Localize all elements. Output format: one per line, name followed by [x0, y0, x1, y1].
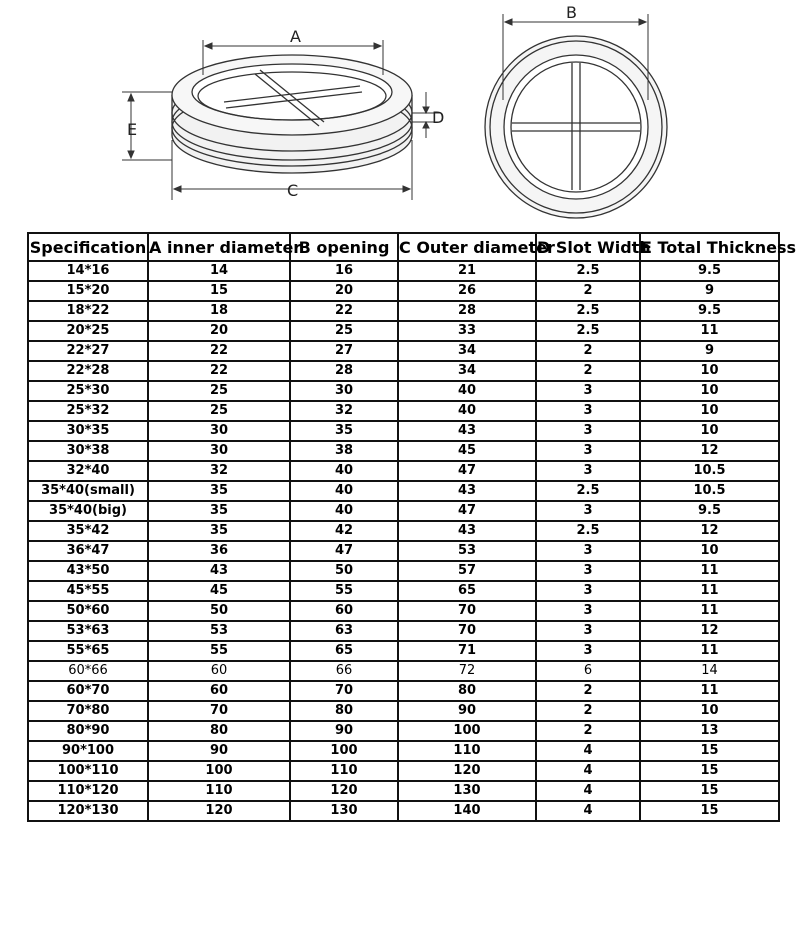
header-d-slot-width: D Slot Width — [536, 233, 640, 261]
table-cell: 72 — [398, 661, 536, 681]
table-cell: 35 — [148, 481, 290, 501]
table-cell: 120 — [148, 801, 290, 821]
table-cell: 70*80 — [28, 701, 148, 721]
table-row — [28, 801, 779, 821]
table-row — [28, 261, 779, 281]
table-cell: 3 — [536, 581, 640, 601]
table-cell: 120 — [290, 781, 398, 801]
table-cell: 40 — [290, 481, 398, 501]
table-cell: 2.5 — [536, 321, 640, 341]
table-cell: 110*120 — [28, 781, 148, 801]
table-cell: 60 — [148, 661, 290, 681]
table-cell: 43 — [398, 421, 536, 441]
label-c: C — [287, 181, 299, 200]
table-cell: 25 — [148, 381, 290, 401]
table-cell: 22 — [290, 301, 398, 321]
table-cell: 22*27 — [28, 341, 148, 361]
table-cell: 35 — [148, 521, 290, 541]
table-cell: 11 — [640, 601, 779, 621]
table-cell: 3 — [536, 541, 640, 561]
table-cell: 22 — [148, 341, 290, 361]
table-cell: 43*50 — [28, 561, 148, 581]
table-cell: 100 — [290, 741, 398, 761]
table-cell: 12 — [640, 441, 779, 461]
table-cell: 2 — [536, 361, 640, 381]
table-cell: 60 — [290, 601, 398, 621]
table-cell: 10 — [640, 381, 779, 401]
header-a-inner-diameter: A inner diameter — [148, 233, 290, 261]
table-cell: 50*60 — [28, 601, 148, 621]
table-cell: 11 — [640, 581, 779, 601]
table-row — [28, 481, 779, 501]
table-cell: 70 — [398, 601, 536, 621]
table-row — [28, 681, 779, 701]
table-cell: 9.5 — [640, 261, 779, 281]
table-row — [28, 621, 779, 641]
table-row — [28, 421, 779, 441]
table-cell: 13 — [640, 721, 779, 741]
table-cell: 30*38 — [28, 441, 148, 461]
table-cell: 3 — [536, 641, 640, 661]
table-cell: 35 — [148, 501, 290, 521]
table-cell: 53 — [398, 541, 536, 561]
table-cell: 70 — [290, 681, 398, 701]
table-row — [28, 341, 779, 361]
table-cell: 120*130 — [28, 801, 148, 821]
table-cell: 45 — [398, 441, 536, 461]
table-cell: 34 — [398, 361, 536, 381]
table-cell: 10 — [640, 361, 779, 381]
table-row — [28, 461, 779, 481]
table-cell: 140 — [398, 801, 536, 821]
table-cell: 10 — [640, 701, 779, 721]
table-cell: 130 — [398, 781, 536, 801]
table-cell: 60*66 — [28, 661, 148, 681]
table-cell: 10 — [640, 401, 779, 421]
table-cell: 55 — [290, 581, 398, 601]
table-cell: 11 — [640, 641, 779, 661]
table-cell: 9 — [640, 341, 779, 361]
table-cell: 110 — [148, 781, 290, 801]
table-cell: 32 — [148, 461, 290, 481]
table-row — [28, 541, 779, 561]
label-d: D — [432, 108, 445, 127]
table-cell: 34 — [398, 341, 536, 361]
table-cell: 6 — [536, 661, 640, 681]
table-cell: 35*40(small) — [28, 481, 148, 501]
table-cell: 90 — [290, 721, 398, 741]
table-cell: 20*25 — [28, 321, 148, 341]
table-row — [28, 761, 779, 781]
table-cell: 25 — [290, 321, 398, 341]
table-cell: 9.5 — [640, 301, 779, 321]
header-c-outer-diameter: C Outer diameter — [398, 233, 536, 261]
table-cell: 110 — [290, 761, 398, 781]
table-cell: 11 — [640, 321, 779, 341]
table-cell: 42 — [290, 521, 398, 541]
table-cell: 65 — [398, 581, 536, 601]
table-cell: 35*42 — [28, 521, 148, 541]
table-cell: 9.5 — [640, 501, 779, 521]
label-b: B — [566, 3, 577, 22]
table-cell: 4 — [536, 761, 640, 781]
table-cell: 18 — [148, 301, 290, 321]
table-cell: 11 — [640, 561, 779, 581]
table-cell: 32*40 — [28, 461, 148, 481]
table-cell: 53*63 — [28, 621, 148, 641]
table-row — [28, 321, 779, 341]
table-cell: 3 — [536, 441, 640, 461]
table-row — [28, 301, 779, 321]
table-cell: 32 — [290, 401, 398, 421]
table-cell: 3 — [536, 561, 640, 581]
header-specification: Specification — [28, 233, 148, 261]
table-cell: 22*28 — [28, 361, 148, 381]
table-cell: 55*65 — [28, 641, 148, 661]
table-cell: 30*35 — [28, 421, 148, 441]
table-cell: 70 — [148, 701, 290, 721]
table-cell: 12 — [640, 621, 779, 641]
table-header-row — [28, 233, 779, 261]
table-cell: 35 — [290, 421, 398, 441]
table-cell: 2 — [536, 341, 640, 361]
table-cell: 10 — [640, 541, 779, 561]
grommet-top-view — [485, 36, 667, 218]
table-cell: 15 — [148, 281, 290, 301]
table-row — [28, 521, 779, 541]
table-cell: 4 — [536, 801, 640, 821]
table-cell: 28 — [398, 301, 536, 321]
table-cell: 10.5 — [640, 481, 779, 501]
table-cell: 130 — [290, 801, 398, 821]
table-cell: 30 — [148, 441, 290, 461]
table-cell: 38 — [290, 441, 398, 461]
table-cell: 43 — [398, 521, 536, 541]
table-cell: 28 — [290, 361, 398, 381]
table-cell: 15 — [640, 801, 779, 821]
table-cell: 14*16 — [28, 261, 148, 281]
table-cell: 10 — [640, 421, 779, 441]
table-cell: 2 — [536, 681, 640, 701]
table-cell: 10.5 — [640, 461, 779, 481]
table-row — [28, 281, 779, 301]
table-cell: 63 — [290, 621, 398, 641]
table-cell: 80*90 — [28, 721, 148, 741]
table-cell: 45 — [148, 581, 290, 601]
table-cell: 2.5 — [536, 481, 640, 501]
table-cell: 11 — [640, 681, 779, 701]
table-row — [28, 721, 779, 741]
table-cell: 90*100 — [28, 741, 148, 761]
table-row — [28, 581, 779, 601]
table-row — [28, 361, 779, 381]
table-cell: 21 — [398, 261, 536, 281]
table-cell: 40 — [398, 381, 536, 401]
table-cell: 25*32 — [28, 401, 148, 421]
table-cell: 3 — [536, 501, 640, 521]
table-cell: 14 — [148, 261, 290, 281]
table-cell: 80 — [398, 681, 536, 701]
table-cell: 47 — [398, 461, 536, 481]
table-cell: 15*20 — [28, 281, 148, 301]
table-cell: 57 — [398, 561, 536, 581]
table-cell: 90 — [398, 701, 536, 721]
table-cell: 55 — [148, 641, 290, 661]
table-row — [28, 601, 779, 621]
table-cell: 25 — [148, 401, 290, 421]
table-cell: 2.5 — [536, 261, 640, 281]
table-cell: 35*40(big) — [28, 501, 148, 521]
table-cell: 15 — [640, 761, 779, 781]
table-cell: 80 — [148, 721, 290, 741]
table-cell: 12 — [640, 521, 779, 541]
table-cell: 66 — [290, 661, 398, 681]
label-a: A — [290, 27, 301, 46]
table-cell: 43 — [148, 561, 290, 581]
table-row — [28, 641, 779, 661]
table-cell: 22 — [148, 361, 290, 381]
table-cell: 16 — [290, 261, 398, 281]
table-cell: 50 — [148, 601, 290, 621]
table-cell: 120 — [398, 761, 536, 781]
table-cell: 2 — [536, 281, 640, 301]
table-cell: 4 — [536, 781, 640, 801]
table-cell: 20 — [290, 281, 398, 301]
table-cell: 43 — [398, 481, 536, 501]
table-row — [28, 561, 779, 581]
table-cell: 3 — [536, 621, 640, 641]
table-cell: 4 — [536, 741, 640, 761]
table-cell: 26 — [398, 281, 536, 301]
table-cell: 71 — [398, 641, 536, 661]
table-cell: 33 — [398, 321, 536, 341]
table-body — [28, 261, 779, 821]
table-cell: 60*70 — [28, 681, 148, 701]
table-cell: 3 — [536, 601, 640, 621]
table-cell: 25*30 — [28, 381, 148, 401]
table-row — [28, 381, 779, 401]
table-cell: 90 — [148, 741, 290, 761]
table-cell: 110 — [398, 741, 536, 761]
table-cell: 45*55 — [28, 581, 148, 601]
table-cell: 53 — [148, 621, 290, 641]
table-cell: 70 — [398, 621, 536, 641]
table-cell: 47 — [290, 541, 398, 561]
table-cell: 40 — [290, 501, 398, 521]
table-cell: 15 — [640, 741, 779, 761]
table-cell: 20 — [148, 321, 290, 341]
table-cell: 36*47 — [28, 541, 148, 561]
table-cell: 9 — [640, 281, 779, 301]
header-b-opening: B opening — [290, 233, 398, 261]
table-cell: 100 — [148, 761, 290, 781]
table-cell: 3 — [536, 421, 640, 441]
table-cell: 2.5 — [536, 521, 640, 541]
table-cell: 100*110 — [28, 761, 148, 781]
grommet-dimension-diagram — [0, 0, 800, 225]
table-cell: 18*22 — [28, 301, 148, 321]
table-cell: 65 — [290, 641, 398, 661]
table-cell: 2 — [536, 721, 640, 741]
table-row — [28, 741, 779, 761]
table-cell: 40 — [290, 461, 398, 481]
table-cell: 15 — [640, 781, 779, 801]
table-cell: 30 — [148, 421, 290, 441]
table-row — [28, 781, 779, 801]
table-cell: 27 — [290, 341, 398, 361]
table-row — [28, 661, 779, 681]
table-cell: 40 — [398, 401, 536, 421]
table-cell: 50 — [290, 561, 398, 581]
header-e-total-thickness: E Total Thickness — [640, 233, 779, 261]
table-cell: 3 — [536, 381, 640, 401]
table-cell: 2 — [536, 701, 640, 721]
table-cell: 100 — [398, 721, 536, 741]
label-e: E — [127, 120, 138, 139]
table-cell: 2.5 — [536, 301, 640, 321]
table-row — [28, 441, 779, 461]
table-cell: 14 — [640, 661, 779, 681]
table-cell: 60 — [148, 681, 290, 701]
table-row — [28, 701, 779, 721]
table-cell: 30 — [290, 381, 398, 401]
specification-table — [27, 232, 796, 822]
table-cell: 3 — [536, 461, 640, 481]
grommet-perspective-view — [172, 55, 412, 173]
table-row — [28, 501, 779, 521]
table-cell: 36 — [148, 541, 290, 561]
table-cell: 80 — [290, 701, 398, 721]
table-row — [28, 401, 779, 421]
table-cell: 3 — [536, 401, 640, 421]
table-cell: 47 — [398, 501, 536, 521]
